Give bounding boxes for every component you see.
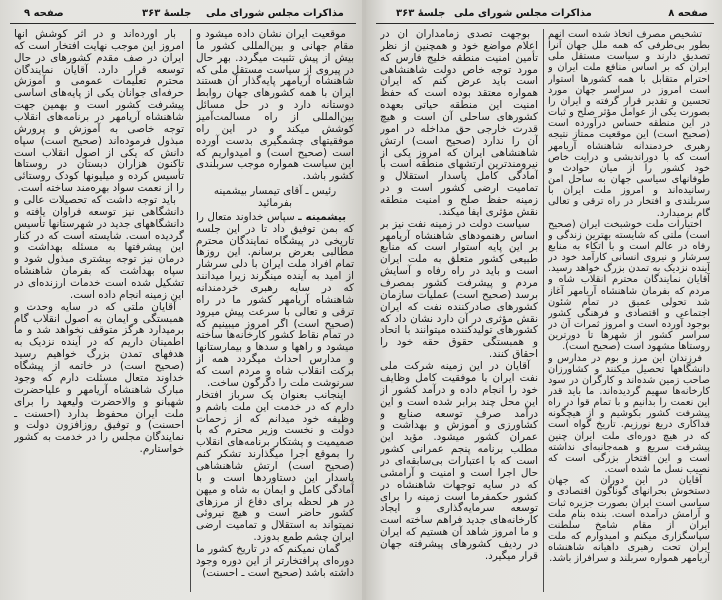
paragraph: تشخیص مصرف اتخاذ شده است آنهم بطور بی‌طرفی که همه ملل جهان آنرا تصدیق دارند و سیاست مستقل ملی ایران که بر اساس منافع ملت ایران و احترام متقابل با همه کشورها استوار است امروز در سراسر جهان مورد تحسین و تقدیر قرار گرفته و ایران را بصورت یکی از عوامل مؤثر صلح و ثبات در این منطقه حساس درآورده است (صحیح است) این موقعیت ممتاز نتیجه رهبری خردمندانه شاهنشاه آریامهر است که با دوراندیشی و درایت خاص خود کشور را از میان حوادث و طوفانهای سیاسی جهان به ساحل امن رسانیده‌اند و امروز ملت ایران با سربلندی و افتخار در راه ترقی و تعالی گام برمیدارد.: [548, 29, 710, 219]
journal-title: مذاکرات مجلس شورای ملی: [454, 8, 592, 19]
text-column-right: [548, 29, 710, 592]
text-column-left: [14, 29, 184, 592]
journal-title: مذاکرات مجلس شورای ملی: [206, 8, 344, 19]
paragraph: بوجهت تصدی زمامداران آن در اعلام مواضع خود و همچنین از نظر تأمین امنیت منطقه خلیج فارس که مورد توجه خاص دولت شاهنشاهی است باید عرض کنم که ایران همواره معتقد بوده است که حفظ امنیت این منطقه حیاتی بعهده کشورهای ساحلی آن است و هیچ قدرت خارجی حق مداخله در امور آن را ندارد (صحیح است) ارتش شاهنشاهی ایران که امروز یکی از نیرومندترین ارتشهای منطقه است با آمادگی کامل پاسدار استقلال و تمامیت ارضی کشور است و در زمینه حفظ صلح و امنیت منطقه نقش مؤثری ایفا میکند.: [380, 29, 538, 218]
paragraph: موقعیت ایران نشان داده میشود و مقام جهانی و بین‌المللی کشور ما بیش از پیش تثبیت میگردد. بهر حال در پیروی از سیاست مستقل ملی که شاهنشاه آریامهر پایه‌گذار آن هستند ایران با همه کشورهای جهان روابط دوستانه دارد و در حل مسائل بین‌المللی از راه مسالمت‌آمیز کوشش میکند و در این راه موفقیتهای چشمگیری بدست آورده است (صحیح است) و امیدواریم که این سیاست همواره موجب سربلندی کشور باشد.: [196, 29, 354, 183]
paragraph: اختیارات ملت خوشبخت ایران (صحیح است) ملتی که شایسته بهترین زندگی و رفاه در عالم است و با اتکاء به منابع سرشار و نیروی انسانی کارآمد خود در آینده نزدیک به تمدن بزرگ خواهد رسید. آقایان نمایندگان محترم انقلاب شاه و مردم که بفرمان شاهنشاه آریامهر آغاز شد تحولی عمیق در تمام شئون اجتماعی و اقتصادی و فرهنگی کشور بوجود آورده است و امروز ثمرات آن در سراسر کشور از شهرها تا دورترین روستاها مشهود است (صحیح است).: [548, 218, 710, 353]
closing-remark: گمان نمیکنم که در تاریخ کشور ما دوره‌ای پرافتخارتر از این دوره وجود داشته باشد (صحیح است ـ احسنت): [196, 542, 354, 579]
page-header: [376, 4, 714, 24]
paragraph: اینجانب بعنوان یک سرباز افتخار دارم که در خدمت این ملت باشم و وظیفه خود میدانم که از زحمات دولت و نخست وزیر محترم که با صمیمیت و پشتکار برنامه‌های انقلاب را بموقع اجرا میگذارند تشکر کنم (صحیح است) ارتش شاهنشاهی پاسدار این دستاوردها است و با آمادگی کامل و ایمان به شاه و میهن در هر لحظه برای دفاع از مرزهای کشور حاضر است و هیچ نیروئی نمیتواند به استقلال و تمامیت ارضی ایران چشم طمع بدوزد.: [196, 388, 354, 544]
paragraph: آقایان در این دوران که جهان دستخوش بحرانهای گوناگون اقتصادی و سیاسی است ایران بصورت جزیره ثبات و آرامش درآمده است. بنده بنام ملت ایران از مقام شامخ سلطنت سپاسگزاری میکنم و امیدوارم که ملت ایران تحت رهبری داهیانه شاهنشاه آریامهر همواره سربلند و سرافراز باشد.: [548, 475, 710, 565]
paragraph: باید توجه داشت که تحصیلات عالی و دانشگاهی نیز توسعه فراوان یافته و دانشگاههای جدید در شهرستانها تأسیس گردیده است. شایسته است که در کنار این پیشرفتها به مسئله بهداشت و درمان نیز توجه بیشتری مبذول شود و سپاه بهداشت که بفرمان شاهنشاه تشکیل شده است خدمات ارزنده‌ای در این زمینه انجام داده است.: [14, 194, 184, 301]
paragraph: بار آورده‌اند و در اثر کوشش آنها امروز این موجب نهایت افتخار است که ایران در صف مقدم کشورهای در حال توسعه قرار دارد. آقایان نمایندگان محترم تعلیمات عمومی و آموزش حرفه‌ای جوانان یکی از پایه‌های اساسی پیشرفت کشور است و بهمین جهت شاهنشاه آریامهر در برنامه‌های انقلاب توجه خاصی به آموزش و پرورش مبذول فرموده‌اند (صحیح است) سپاه دانش که یکی از اصول انقلاب است تاکنون هزاران دبستان در روستاها تأسیس کرده و میلیونها کودک روستائی را از نعمت سواد بهره‌مند ساخته است.: [14, 29, 184, 195]
section-heading: رئیس ـ آقای تیمسار بیشمینه بفرمائید: [213, 185, 337, 210]
page-number: صفحه ۹: [24, 8, 64, 19]
paragraph: آقایان ملتی که در سایه وحدت و همبستگی و ایمان به اصول انقلاب گام برمیدارد هرگز متوقف نخواهد شد و ما اطمینان داریم که در آینده نزدیک به هدفهای تمدن بزرگ خواهیم رسید (صحیح است) در خاتمه از پیشگاه خداوند متعال مسئلت دارم که وجود مبارک شاهنشاه آریامهر و علیاحضرت شهبانو و والاحضرت ولیعهد را برای ملت ایران محفوظ بدارد (احسنت ـ احسنت) و توفیق روزافزون دولت و نمایندگان مجلس را در خدمت به کشور خواستارم.: [14, 300, 184, 456]
session-number: جلسهٔ ۳۶۳: [396, 8, 446, 19]
speech-paragraph: [196, 212, 354, 390]
page-number: صفحه ۸: [668, 8, 708, 19]
paragraph: آقایان در این زمینه شرکت ملی نفت ایران با موفقیت کامل وظایف خود را انجام داده و درآمد کشور از این محل چند برابر شده است و این درآمد صرف توسعه صنایع و کشاورزی و آموزش و بهداشت و عمران کشور میشود. مؤید این مطلب برنامه پنجم عمرانی کشور است که با اعتبارات بی‌سابقه‌ای در حال اجرا است و امنیت و آرامشی که در سایه توجهات شاهنشاه در کشور حکمفرما است زمینه را برای توسعه سرمایه‌گذاری و ایجاد کارخانه‌های جدید فراهم ساخته است و ما امروز شاهد آن هستیم که ایران در ردیف کشورهای پیشرفته جهان قرار میگیرد.: [380, 360, 538, 562]
column-divider: [543, 29, 544, 592]
paragraph: سیاست دولت در زمینه نفت نیز بر اساس رهنمودهای شاهنشاه آریامهر بر این پایه استوار است که منابع طبیعی کشور متعلق به ملت ایران است و باید در راه رفاه و آسایش مردم و پیشرفت کشور بمصرف برسد (صحیح است) عملیات سازمان کشورهای صادرکننده نفت که ایران نقش مؤثری در آن دارد نشان داد که کشورهای تولیدکننده میتوانند با اتحاد و همبستگی حقوق حقه خود را احقاق کنند.: [380, 217, 538, 361]
text-column-right: [196, 29, 354, 592]
right-page: [366, 0, 722, 600]
text-column-left: [380, 29, 538, 592]
column-divider: [190, 29, 191, 592]
speech-text: سپاس خداوند متعال را که بمن توفیق داد تا در این جلسه تاریخی در پیشگاه نمایندگان محترم مطالبی بعرض برسانم. این روزها تمام افراد ملت ایران با دلی سرشار از امید به آینده مینگرند زیرا میدانند که در سایه رهبری خردمندانه شاهنشاه آریامهر کشور ما در راه ترقی و تعالی با سرعت پیش میرود (صحیح است) اگر امروز میبینیم که در تمام نقاط کشور کارخانه‌ها ساخته میشود و راهها و سدها و بیمارستانها و مدارس احداث میگردد همه از برکت انقلاب شاه و مردم است که سرنوشت ملت را دگرگون ساخت.: [196, 210, 354, 389]
session-number: جلسهٔ ۳۶۳: [142, 8, 192, 19]
page-header: [10, 4, 356, 24]
speaker-name: بیشمینه ـ: [298, 210, 346, 223]
paragraph: فرزندان این مرز و بوم در مدارس و دانشگاهها تحصیل میکنند و کشاورزان صاحب زمین شده‌اند و کارگران در سود کارخانه‌ها سهیم گردیده‌اند. ما باید قدر این نعمت را بدانیم و با تمام قوا در راه پیشرفت کشور بکوشیم و از هیچگونه فداکاری دریغ نورزیم. تاریخ گواه است که در هیچ دوره‌ای ملت ایران چنین پیشرفت سریع و همه‌جانبه‌ای نداشته است و این افتخار بزرگی است که نصیب نسل ما شده است.: [548, 352, 710, 476]
